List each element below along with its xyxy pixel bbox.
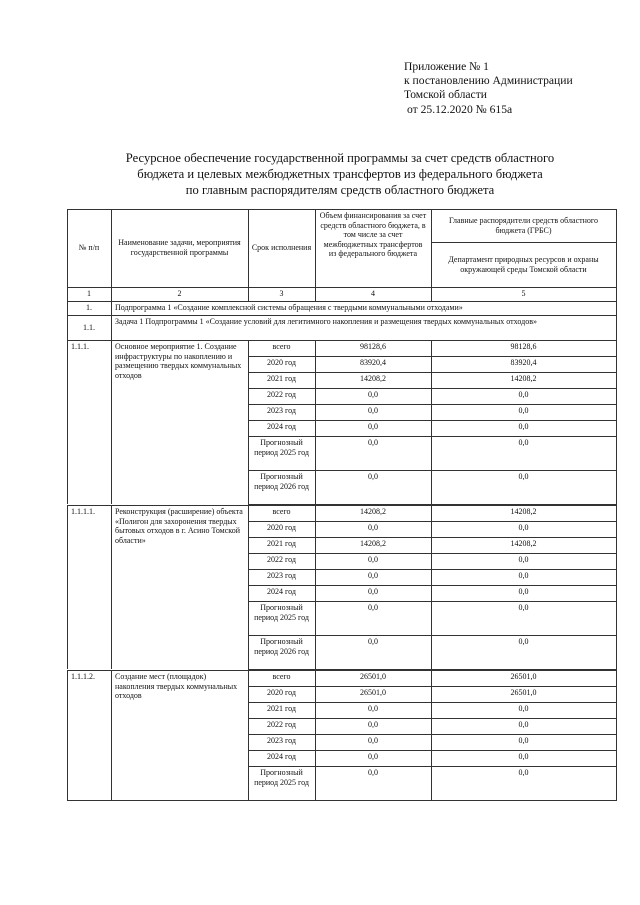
row-volume: 0,0 [368, 637, 378, 646]
row-term: Прогнозный период 2025 год [254, 438, 309, 457]
table-rule [67, 315, 68, 340]
table-rule [616, 209, 617, 301]
row-dept: 0,0 [518, 523, 529, 532]
row-term: 2020 год [267, 523, 296, 532]
row-dept: 0,0 [518, 422, 529, 431]
table-rule [431, 340, 432, 504]
table-rule [431, 505, 432, 669]
row-dept: 98128,6 [510, 342, 537, 351]
row-term: 2021 год [267, 374, 296, 383]
table-rule [67, 340, 617, 341]
row-volume: 0,0 [368, 603, 378, 612]
document-title [70, 150, 610, 198]
row-term: 2020 год [267, 688, 296, 697]
appendix-line-4: от 25.12.2020 № 615а [407, 102, 513, 116]
table-rule [67, 340, 68, 504]
group-number: 1.1.1.1. [71, 507, 95, 516]
row-term: 2022 год [267, 555, 296, 564]
row-dept: 83920,4 [510, 358, 537, 367]
table-rule [67, 209, 617, 210]
subprogram-text: Подпрограмма 1 «Создание комплексной системы обращения с твердыми коммунальными отходами» [115, 303, 463, 312]
row-dept: 0,0 [518, 587, 529, 596]
row-term: 2021 год [267, 704, 296, 713]
row-term: 2023 год [267, 571, 296, 580]
appendix-line-3: Томской области [404, 88, 487, 102]
row-volume: 0,0 [368, 523, 378, 532]
row-dept: 26501,0 [510, 672, 537, 681]
row-dept: 0,0 [518, 768, 529, 777]
title-line-3: по главным распорядителям средств областного бюджета [185, 183, 495, 197]
row-volume: 0,0 [368, 768, 378, 777]
appendix-block [404, 60, 573, 117]
table-rule [67, 505, 68, 669]
row-dept: 0,0 [518, 704, 529, 713]
group-name: Создание мест (площадок) накопления твердых коммунальных отходов [115, 672, 238, 701]
row-term: всего [272, 507, 291, 516]
row-volume: 0,0 [368, 555, 378, 564]
table-rule [315, 505, 316, 669]
row-dept: 0,0 [518, 390, 529, 399]
row-term: Прогнозный период 2025 год [254, 603, 309, 622]
funding-table [67, 209, 616, 905]
table-rule [616, 315, 617, 340]
row-dept: 0,0 [518, 406, 529, 415]
row-dept: 0,0 [518, 736, 529, 745]
row-term: Прогнозный период 2026 год [254, 472, 309, 491]
header-grbs: Главные распорядители средств областного бюджета (ГРБС) [449, 215, 598, 235]
row-volume: 0,0 [368, 438, 378, 447]
column-number-2: 2 [177, 289, 182, 298]
row-term: 2021 год [267, 539, 296, 548]
column-number-4: 4 [371, 289, 375, 298]
title-line-2: бюджета и целевых межбюджетных трансфертов из федерального бюджета [137, 167, 543, 181]
table-rule [111, 670, 112, 800]
row-volume: 0,0 [368, 390, 378, 399]
row-dept: 0,0 [518, 603, 529, 612]
row-term: 2024 год [267, 587, 296, 596]
table-rule [67, 800, 617, 801]
column-number-1: 1 [87, 289, 91, 298]
row-term: 2023 год [267, 736, 296, 745]
table-rule [315, 209, 316, 301]
row-term: 2020 год [267, 358, 296, 367]
row-dept: 0,0 [518, 752, 529, 761]
subprogram-number: 1. [86, 303, 92, 312]
row-dept: 0,0 [518, 438, 529, 447]
row-term: 2023 год [267, 406, 296, 415]
row-volume: 0,0 [368, 587, 378, 596]
row-volume: 0,0 [368, 472, 378, 481]
row-dept: 0,0 [518, 555, 529, 564]
table-rule [248, 505, 249, 669]
row-term: 2022 год [267, 720, 296, 729]
header-volume: Объем финансирования за счет средств областного бюджета, в том числе за счет межбюджетных трансфертов из федерального бюджета [319, 211, 427, 259]
table-rule [248, 209, 249, 301]
row-volume: 14208,2 [360, 507, 386, 516]
row-dept: 0,0 [518, 720, 529, 729]
group-number: 1.1.1. [71, 342, 89, 351]
table-rule [111, 315, 112, 340]
row-term: 2024 год [267, 752, 296, 761]
row-dept: 14208,2 [510, 539, 537, 548]
appendix-line-2: к постановлению Администрации [404, 74, 573, 88]
row-volume: 0,0 [368, 406, 378, 415]
header-name: Наименование задачи, мероприятия государственной программы [118, 238, 241, 257]
row-volume: 98128,6 [360, 342, 386, 351]
table-rule [431, 209, 432, 301]
table-rule [315, 670, 316, 800]
row-volume: 83920,4 [360, 358, 386, 367]
row-volume: 14208,2 [360, 539, 386, 548]
table-rule [67, 287, 617, 288]
row-volume: 0,0 [368, 422, 378, 431]
table-rule [616, 505, 617, 669]
title-line-1: Ресурсное обеспечение государственной программы за счет средств областного [125, 151, 555, 165]
row-volume: 26501,0 [360, 672, 386, 681]
group-name: Реконструкция (расширение) объекта «Полигон для захоронения твердых бытовых отходов в г. Асино Томской области» [115, 507, 243, 545]
table-rule [111, 340, 112, 504]
table-rule [616, 340, 617, 504]
row-dept: 14208,2 [510, 374, 537, 383]
table-rule [616, 670, 617, 800]
row-volume: 0,0 [368, 736, 378, 745]
row-volume: 0,0 [368, 752, 378, 761]
appendix-line-1: Приложение № 1 [404, 60, 489, 73]
group-name: Основное мероприятие 1. Создание инфраструктуры по накоплению и размещению твердых коммунальных отходов [115, 342, 242, 380]
column-number-5: 5 [521, 289, 526, 298]
table-rule [67, 670, 68, 800]
group-number: 1.1.1.2. [71, 672, 95, 681]
row-volume: 0,0 [368, 720, 378, 729]
table-rule [67, 505, 617, 506]
row-term: всего [272, 342, 291, 351]
table-rule [111, 209, 112, 301]
table-rule [431, 242, 617, 243]
row-dept: 0,0 [518, 571, 529, 580]
header-number: № п/п [78, 243, 100, 253]
task-text: Задача 1 Подпрограммы 1 «Создание условий для легитимного накопления и размещения твердых коммунальных отходов» [115, 317, 537, 326]
row-volume: 0,0 [368, 571, 378, 580]
row-volume: 26501,0 [360, 688, 386, 697]
column-number-3: 3 [279, 289, 284, 298]
table-rule [67, 670, 617, 671]
table-rule [111, 505, 112, 669]
table-rule [67, 301, 68, 315]
row-term: Прогнозный период 2025 год [254, 768, 309, 787]
table-rule [616, 301, 617, 315]
row-dept: 0,0 [518, 472, 529, 481]
table-rule [248, 670, 249, 800]
row-term: всего [272, 672, 291, 681]
row-term: 2024 год [267, 422, 296, 431]
table-rule [431, 670, 432, 800]
table-rule [248, 340, 249, 504]
row-term: Прогнозный период 2026 год [254, 637, 309, 656]
table-rule [315, 340, 316, 504]
row-dept: 0,0 [518, 637, 529, 646]
table-rule [67, 209, 68, 301]
row-dept: 26501,0 [510, 688, 537, 697]
row-dept: 14208,2 [510, 507, 537, 516]
task-number: 1.1. [83, 322, 95, 332]
header-term: Срок исполнения [251, 243, 312, 253]
row-volume: 14208,2 [360, 374, 386, 383]
header-dept: Департамент природных ресурсов и охраны окружающей среды Томской области [448, 254, 599, 274]
table-rule [111, 301, 112, 315]
row-term: 2022 год [267, 390, 296, 399]
row-volume: 0,0 [368, 704, 378, 713]
